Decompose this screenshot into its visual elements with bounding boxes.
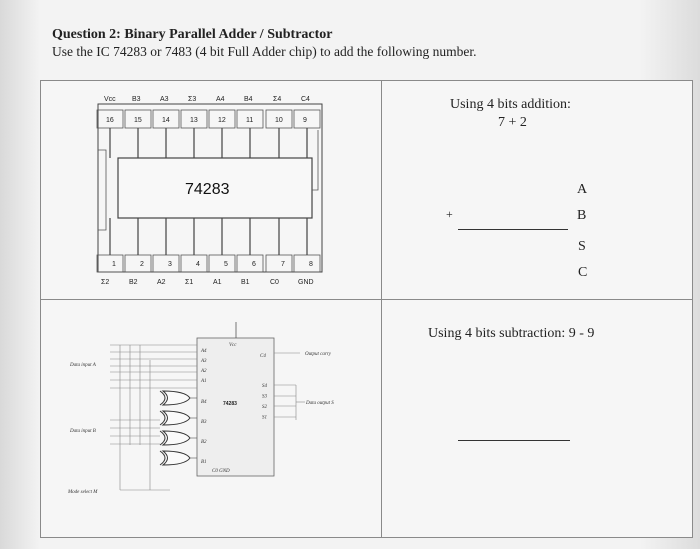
bottom-pin-name: A2 [157,279,166,286]
chip-pinout-group [97,96,322,286]
label-a: A [577,182,588,197]
top-pin-number: 9 [303,117,307,124]
bottom-pin-name: C0 [270,279,279,286]
bottom-pin-name: Σ1 [185,279,194,286]
top-pin-number: 13 [190,117,198,124]
bottom-pin-name: GND [298,279,314,286]
circuit-s-pin: S2 [262,405,267,410]
circuit-s-pin: S3 [262,394,267,400]
xor-gate [160,451,197,465]
circuit-a-pin: A1 [201,379,207,384]
top-pin-number: 14 [162,117,170,124]
label-c: C [578,265,588,280]
bottom-pin-box [209,255,235,272]
plus-sign: + [446,207,453,221]
circuit-a-pin: A2 [201,369,207,374]
circuit-gnd-label: C0 GND [212,469,230,474]
circuit-b-pin: B1 [201,460,207,465]
top-pin-number: 11 [246,117,254,124]
top-pin-name: A4 [216,96,225,103]
bottom-pin-name: Σ2 [101,279,110,286]
data-input-a-label: Data input A [70,363,96,368]
bottom-pin-box [97,255,123,272]
circuit-b-pin: B4 [201,400,207,405]
bottom-pin-box [153,255,179,272]
subtraction-heading: Using 4 bits subtraction: 9 - 9 [428,326,595,341]
bottom-pin-box [237,255,263,272]
circuit-vcc-label: Vcc [229,343,237,348]
top-pin-name: Vcc [104,96,116,103]
top-pin-box [294,110,320,128]
bottom-pin-box [125,255,151,272]
top-pin-name: Σ3 [188,96,197,103]
circuit-c4-label: C4 [260,354,266,359]
mode-select-label: Mode select M [68,490,98,495]
xor-gate [160,391,197,405]
top-pin-name: B4 [244,96,253,103]
top-pin-number: 12 [218,117,226,124]
bottom-pin-name: B1 [241,279,250,286]
top-pin-number: 15 [134,117,142,124]
top-pin-number: 16 [106,117,114,124]
top-pin-name: C4 [301,96,310,103]
top-pin-name: Σ4 [273,96,282,103]
bottom-pin-number: 2 [140,261,144,268]
bottom-pin-box [266,255,292,272]
label-s: S [578,239,586,254]
bottom-pin-name: A1 [213,279,222,286]
circuit-b-pin: B3 [201,420,207,425]
bottom-pin-number: 4 [196,261,200,268]
chip-label: 74283 [185,181,230,198]
data-output-label: Data output S [306,401,334,406]
question-title: Question 2: Binary Parallel Adder / Subtractor [52,27,333,42]
output-carry-label: Output carry [305,352,331,357]
addition-heading: Using 4 bits addition: [450,97,571,112]
addition-expression: 7 + 2 [498,115,527,130]
question-instruction: Use the IC 74283 or 7483 (4 bit Full Adder chip) to add the following number. [52,44,477,59]
xor-gate [160,411,197,425]
bottom-pin-number: 3 [168,261,172,268]
bottom-pin-number: 1 [112,261,116,268]
top-pin-number: 10 [275,117,283,124]
bottom-pin-number: 8 [309,261,313,268]
circuit-a-pin: A4 [201,349,207,354]
xor-gate [160,431,197,445]
bottom-pin-box [181,255,207,272]
data-input-b-label: Data input B [70,429,96,434]
bottom-pin-name: B2 [129,279,138,286]
circuit-b-pin: B2 [201,440,207,445]
circuit-s-pin: S4 [262,384,267,389]
bottom-pin-number: 5 [224,261,228,268]
bottom-pin-box [294,255,320,272]
circuit-a-pin: A3 [201,359,207,364]
top-pin-name: B3 [132,96,141,103]
bottom-pin-number: 7 [281,261,285,268]
adder-subtractor-circuit [67,322,334,495]
top-pin-name: A3 [160,96,169,103]
bottom-pin-number: 6 [252,261,256,268]
circuit-s-pin: S1 [262,415,267,421]
label-b: B [577,208,587,223]
circuit-chip-label: 74283 [223,401,237,407]
